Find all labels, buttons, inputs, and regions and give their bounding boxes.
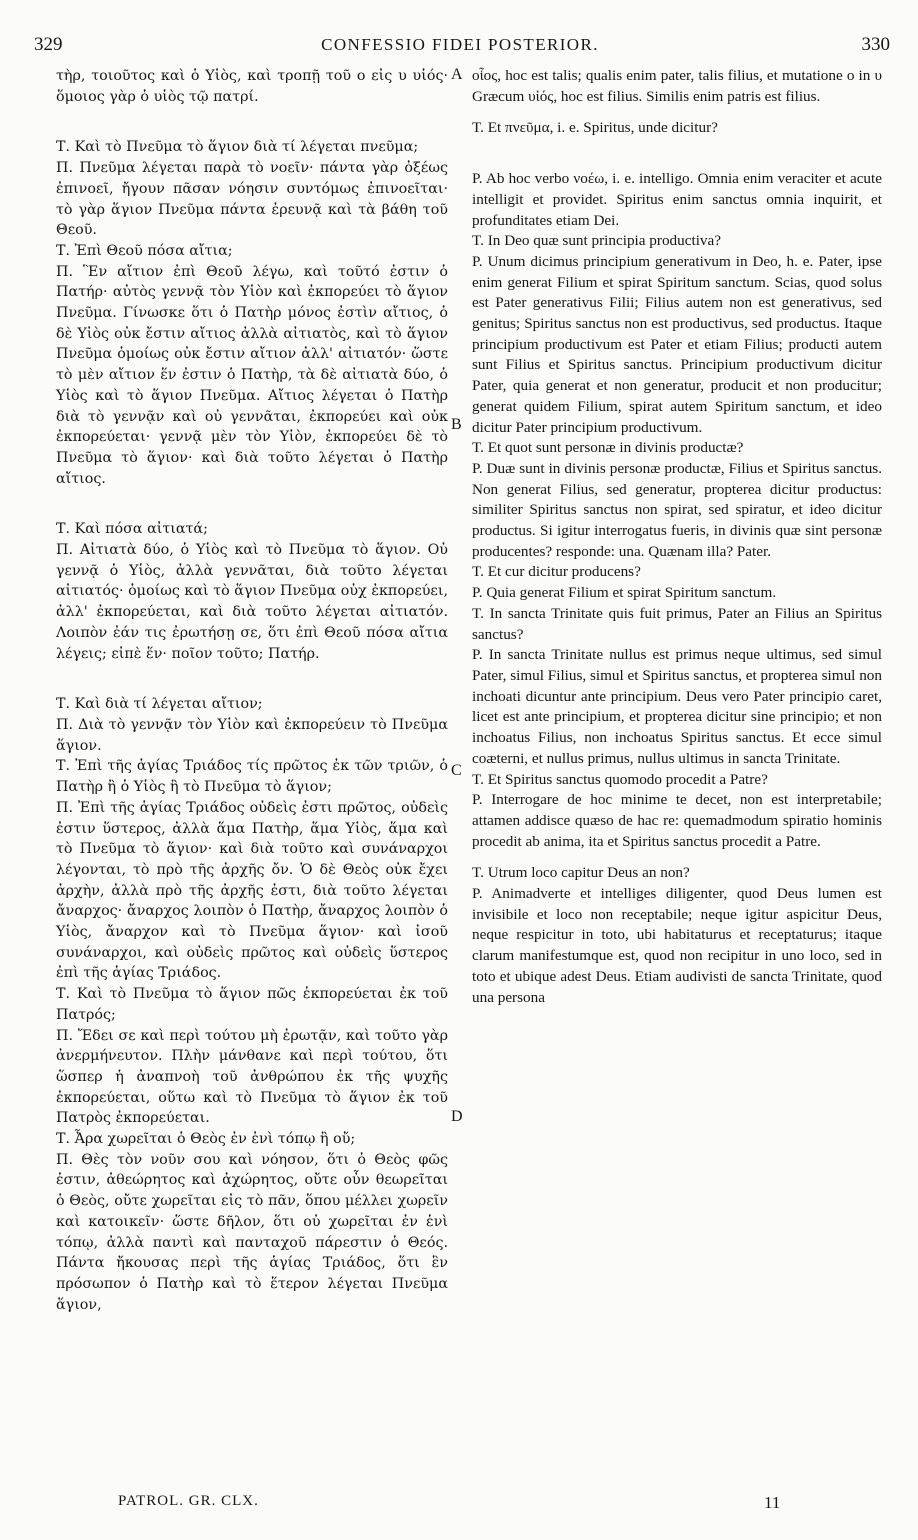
latin-answer: P. Duæ sunt in divinis personæ productæ, Filius et Spiritus sanctus. Non generat Filius, sed generatur, propterea dicitur productus: similiter Spiritus sanctus non spirat, sed spiratur, et ideo dicitur productus. Si igitur interrogatus fueris, in divinis quæ sint personæ producentes? responde: una. Quænam illa? Pater.: [472, 459, 882, 560]
greek-answer: Π. Ἔδει σε καὶ περὶ τούτου μὴ ἐρωτᾷν, καὶ τοῦτο γὰρ ἀνερμήνευτον. Πλὴν μάνθανε καὶ περὶ τούτου, ὅτι ὥσπερ ἡ ἀναπνοὴ τοῦ ἀνθρώπου ἐκ τῆς ψυχῆς ἐκπορεύεται, οὕτω καὶ τὸ Πνεῦμα τὸ ἅγιον ἐκ τοῦ Πατρὸς ἐκπορεύεται.: [56, 1027, 448, 1127]
greek-question: Τ. Ἐπὶ Θεοῦ πόσα αἴτια;: [56, 242, 233, 259]
signature-number: 11: [764, 1493, 781, 1512]
latin-answer: P. Quia generat Filium et spirat Spiritum sanctum.: [472, 584, 777, 602]
greek-answer: Π. Ἓν αἴτιον ἐπὶ Θεοῦ λέγω, καὶ τοῦτό ἐστιν ὁ Πατήρ· αὐτὸς γεννᾷ τὸν Υἱὸν καὶ ἐκπορεύει τὸ ἅγιον Πνεῦμα. Γίνωσκε ὅτι ὁ Πατὴρ μόνος ἐστὶν αἴτιος, ὁ δὲ Υἱὸς οὐκ ἔστιν αἴτιος ἀλλὰ αἰτιατὸς, καὶ τὸ ἅγιον Πνεῦμα ὁμοίως οὐκ ἔστιν αἴτιον ἀλλ' αἰτιατόν· ὥστε τὸ μὲν αἴτιον ἕν ἐστιν ὁ Πατὴρ, τὰ δὲ αἰτιατὰ δύο, ὁ Υἱὸς καὶ τὸ ἅγιον Πνεῦμα. Αἴτιος λέγεται ὁ Πατὴρ διὰ τὸ γεννᾷν καὶ οὐ γεννᾶται, ἐκπορεύει καὶ οὐκ ἐκπορεύεται· γεννᾷ μὲν τὸν Υἱὸν, ἐκπορεύει δὲ τὸ Πνεῦμα τὸ ἅγιον· καὶ διὰ τοῦτο λέγεται ὁ Πατὴρ αἴτιος.: [56, 263, 448, 487]
running-title: CONFESSIO FIDEI POSTERIOR.: [321, 35, 599, 54]
series-title: PATROL. GR. CLX.: [118, 1493, 259, 1509]
section-marker-b: B: [451, 416, 462, 433]
section-marker-c: C: [451, 762, 462, 779]
latin-paragraph: οἷος, hoc est talis; qualis enim pater, talis filius, et mutatione o in υ Græcum υἱός, hoc est filius. Similis enim patris est filius.: [472, 67, 882, 105]
greek-question: Τ. Ἐπὶ τῆς ἁγίας Τριάδος τίς πρῶτος ἐκ τῶν τριῶν, ὁ Πατὴρ ἢ ὁ Υἱὸς ἢ τὸ Πνεῦμα τὸ ἅγιον;: [56, 758, 448, 796]
greek-answer: Π. Διὰ τὸ γεννᾷν τὸν Υἱὸν καὶ ἐκπορεύειν τὸ Πνεῦμα ἅγιον.: [56, 716, 448, 754]
latin-answer: P. In sancta Trinitate nullus est primus neque ultimus, sed simul Pater, simul Filius, simul et Spiritus sanctus, et propterea simul non inchoati dicuntur ante principium. Deus vero Pater principio caret, licet est ante principium, et propterea dicitur sine principio; et non inchoatus Filius, non inchoatus Spiritus sanctus. Et ecce simul coæterni, et nullus primus, nullus ultimus in sancta Trinitate.: [472, 646, 882, 767]
greek-paragraph: τὴρ, τοιοῦτος καὶ ὁ Υἱὸς, καὶ τροπῇ τοῦ ο εἰς υ υἱός· ὅμοιος γὰρ ὁ υἱὸς τῷ πατρί.: [56, 68, 448, 105]
greek-column: [56, 66, 448, 1315]
page-number-left: 329: [34, 34, 63, 55]
greek-question: Τ. Καὶ πόσα αἰτιατά;: [56, 521, 208, 538]
latin-question: T. Et πνεῦμα, i. e. Spiritus, unde dicitur?: [472, 119, 718, 137]
latin-answer: P. Animadverte et intelliges diligenter, quod Deus lumen est invisibile et loco non receptabile; neque igitur aspicitur Deus, neque respicitur in toto, ubi habitaturus et receptaturus; itaque clarum manifestumque est, quod non recipitur in uno loco, sed in toto et ubique adest Deus. Etiam audivisti de sancta Trinitate, quod una persona: [472, 885, 882, 1006]
latin-question: T. In sancta Trinitate quis fuit primus, Pater an Filius an Spiritus sanctus?: [472, 604, 882, 643]
latin-question: T. In Deo quæ sunt principia productiva?: [472, 232, 721, 250]
latin-answer: P. Ab hoc verbo νοέω, i. e. intelligo. Omnia enim veraciter et acute intelligit et providet. Spiritus enim sanctus omnia inquirit, et profunditates etiam Dei.: [472, 170, 882, 229]
greek-question: Τ. Καὶ διὰ τί λέγεται αἴτιον;: [56, 696, 263, 713]
page-header: [28, 34, 892, 62]
greek-answer: Π. Θὲς τὸν νοῦν σου καὶ νόησον, ὅτι ὁ Θεὸς φῶς ἐστιν, ἀθεώρητος καὶ ἀχώρητος, οὔτε οὖν θεωρεῖται ὁ Θεὸς, οὔτε χωρεῖται εἰς τὸ πᾶν, ὅπου μέλλει χωρεῖν καὶ κατοικεῖν· ὥστε δῆλον, ὅτι οὐ χωρεῖται ἐν ἑνὶ τόπῳ, ἀλλὰ παντὶ καὶ πανταχοῦ πάρεστιν ὁ Θεός. Πάντα ἤκουσας περὶ τῆς ἁγίας Τριάδος, ὅτι ἓν πρόσωπον ὁ Πατὴρ καὶ τὸ ἕτερον λέγεται Πνεῦμα ἅγιον,: [56, 1151, 448, 1313]
greek-question: Τ. Καὶ τὸ Πνεῦμα τὸ ἅγιον διὰ τί λέγεται πνεῦμα;: [56, 139, 419, 156]
latin-answer: P. Unum dicimus principium generativum in Deo, h. e. Pater, ipse enim generat Filium et spirat Spiritum sanctum. Scias, quod solus est Pater generativus Filii; Filius autem non est generativus, sed genitus; Spiritus sanctus non est productivus, sed productus. Itaque principium productivum est Pater et etiam Filius; producti autem sunt Filius et Spiritus sanctus. Principium productivum dicitur Pater, quia generat et non generatur, producit et non producitur; generat quidem Filium, spirat autem Spiritum sanctum, et ideo dicitur Pater principium productivum.: [472, 252, 882, 436]
section-marker-a: A: [451, 66, 463, 83]
page-footer: [0, 1493, 918, 1523]
greek-answer: Π. Ἐπὶ τῆς ἁγίας Τριάδος οὐδεὶς ἐστι πρῶτος, οὐδεὶς ἐστιν ὕστερος, ἀλλὰ ἅμα Πατὴρ, ἅμα Υἱὸς, ἅμα καὶ τὸ Πνεῦμα τὸ ἅγιον· καὶ διὰ τοῦτο καὶ συνάναρχοι λέγονται, τὸ πρὸ τῆς ἀρχῆς ὄν. Ὁ δὲ Θεὸς οὐκ ἔχει ἀρχὴν, ἀλλὰ πρὸ τῆς ἀρχῆς ἐστι, διὰ τοῦτο λέγεται ἄναρχος· ἄναρχος λοιπὸν ὁ Πατὴρ, ἄναρχος λοιπὸν ὁ Υἱὸς, ἄναρχον καὶ τὸ Πνεῦμα ἅγιον· καὶ ἰσοῦ συνάναρχοι, καὶ οὐδεὶς πρῶτος καὶ οὐδεὶς ὕστερος ἐπὶ τῆς ἁγίας Τριάδος.: [56, 799, 448, 982]
latin-question: T. Et Spiritus sanctus quomodo procedit a Patre?: [472, 770, 768, 788]
greek-answer: Π. Αἰτιατὰ δύο, ὁ Υἱὸς καὶ τὸ Πνεῦμα τὸ ἅγιον. Οὐ γεννᾷ ὁ Υἱὸς, ἀλλὰ γεννᾶται, διὰ τοῦτο λέγεται αἰτιατός· ὁμοίως καὶ τὸ ἅγιον Πνεῦμα οὐχ ἐκπορεύει, ἀλλ' ἐκπορεύεται, καὶ διὰ τοῦτο λέγεται αἰτιατόν. Λοιπὸν ἐάν τις ἐρωτήσῃ σε, ὅτι ἐπὶ Θεοῦ πόσα αἴτια λέγεις; εἰπὲ ἕν· ποῖον τοῦτο; Πατήρ.: [56, 542, 448, 662]
latin-answer: P. Interrogare de hoc minime te decet, non est interpretabile; attamen addisce quæso de hac re: quemadmodum spiratio hominis procedit ab anima, ita et Spiritus sanctus procedit a Patre.: [472, 791, 882, 850]
greek-question: Τ. Ἆρα χωρεῖται ὁ Θεὸς ἐν ἑνὶ τόπῳ ἢ οὔ;: [56, 1131, 356, 1148]
latin-question: T. Et cur dicitur producens?: [472, 563, 641, 581]
section-marker-d: D: [451, 1108, 463, 1125]
greek-question: Τ. Καὶ τὸ Πνεῦμα τὸ ἅγιον πῶς ἐκπορεύεται ἐκ τοῦ Πατρός;: [56, 986, 448, 1023]
latin-column: [472, 66, 882, 1008]
greek-answer: Π. Πνεῦμα λέγεται παρὰ τὸ νοεῖν· πάντα γὰρ ὀξέως ἐπινοεῖ, ἤγουν πᾶσαν νόησιν συντόμως ἐπινοεῖται· τὸ γὰρ ἅγιον Πνεῦμα πάντα ἐρευνᾷ καὶ τὰ βάθη τοῦ Θεοῦ.: [56, 160, 448, 239]
latin-question: T. Utrum loco capitur Deus an non?: [472, 864, 690, 882]
page-number-right: 330: [861, 34, 890, 55]
latin-question: T. Et quot sunt personæ in divinis productæ?: [472, 439, 744, 457]
